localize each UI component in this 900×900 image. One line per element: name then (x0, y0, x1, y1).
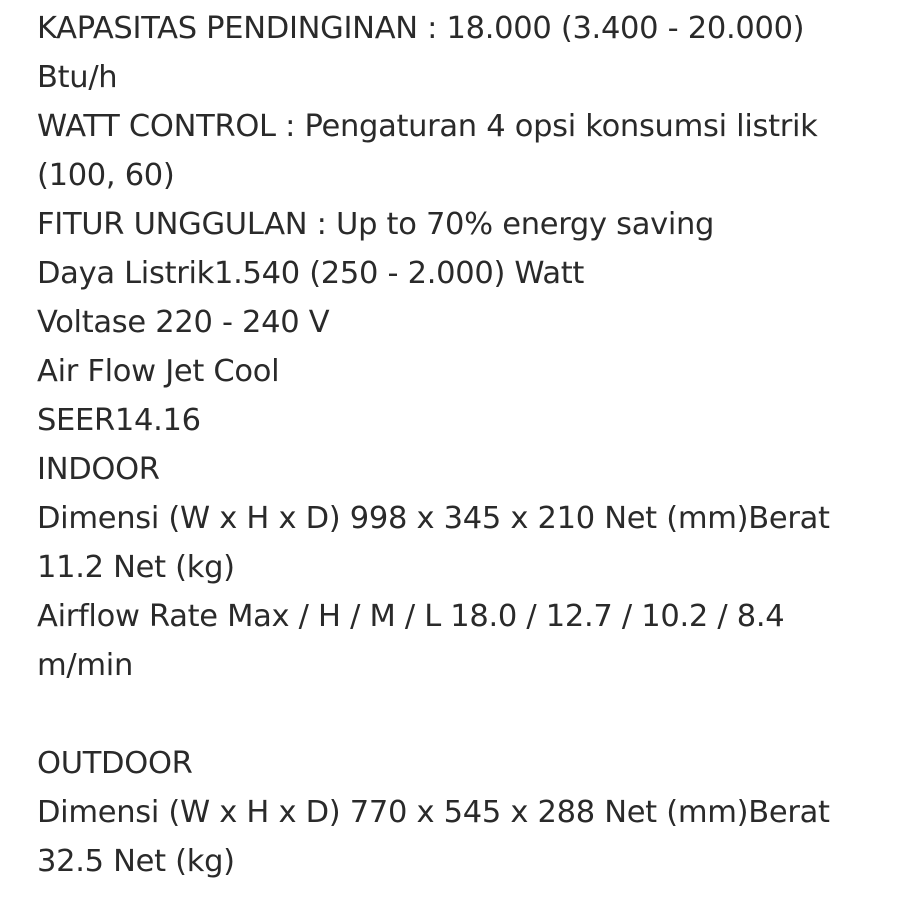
outdoor-heading: OUTDOOR (37, 746, 193, 781)
watt-control-options-line: (100, 60) (37, 158, 175, 193)
cooling-capacity-unit-line: Btu/h (37, 60, 118, 95)
voltage-line: Voltase 220 - 240 V (37, 305, 330, 340)
airflow-rate-unit-line: m/min (37, 648, 134, 683)
air-flow-line: Air Flow Jet Cool (37, 354, 280, 389)
airflow-rate-line: Airflow Rate Max / H / M / L 18.0 / 12.7 / 10.2 / 8.4 (37, 599, 785, 634)
watt-control-line: WATT CONTROL : Pengaturan 4 opsi konsumsi listrik (37, 109, 818, 144)
indoor-weight-line: 11.2 Net (kg) (37, 550, 235, 585)
cooling-capacity-line: KAPASITAS PENDINGINAN : 18.000 (3.400 - 20.000) (37, 11, 805, 46)
key-feature-line: FITUR UNGGULAN : Up to 70% energy saving (37, 207, 715, 242)
indoor-dimension-line: Dimensi (W x H x D) 998 x 345 x 210 Net (mm)Berat (37, 501, 830, 536)
outdoor-weight-line: 32.5 Net (kg) (37, 844, 235, 879)
power-line: Daya Listrik1.540 (250 - 2.000) Watt (37, 256, 585, 291)
outdoor-dimension-line: Dimensi (W x H x D) 770 x 545 x 288 Net (mm)Berat (37, 795, 830, 830)
seer-line: SEER14.16 (37, 403, 201, 438)
indoor-heading: INDOOR (37, 452, 160, 487)
section-spacer (37, 690, 862, 739)
